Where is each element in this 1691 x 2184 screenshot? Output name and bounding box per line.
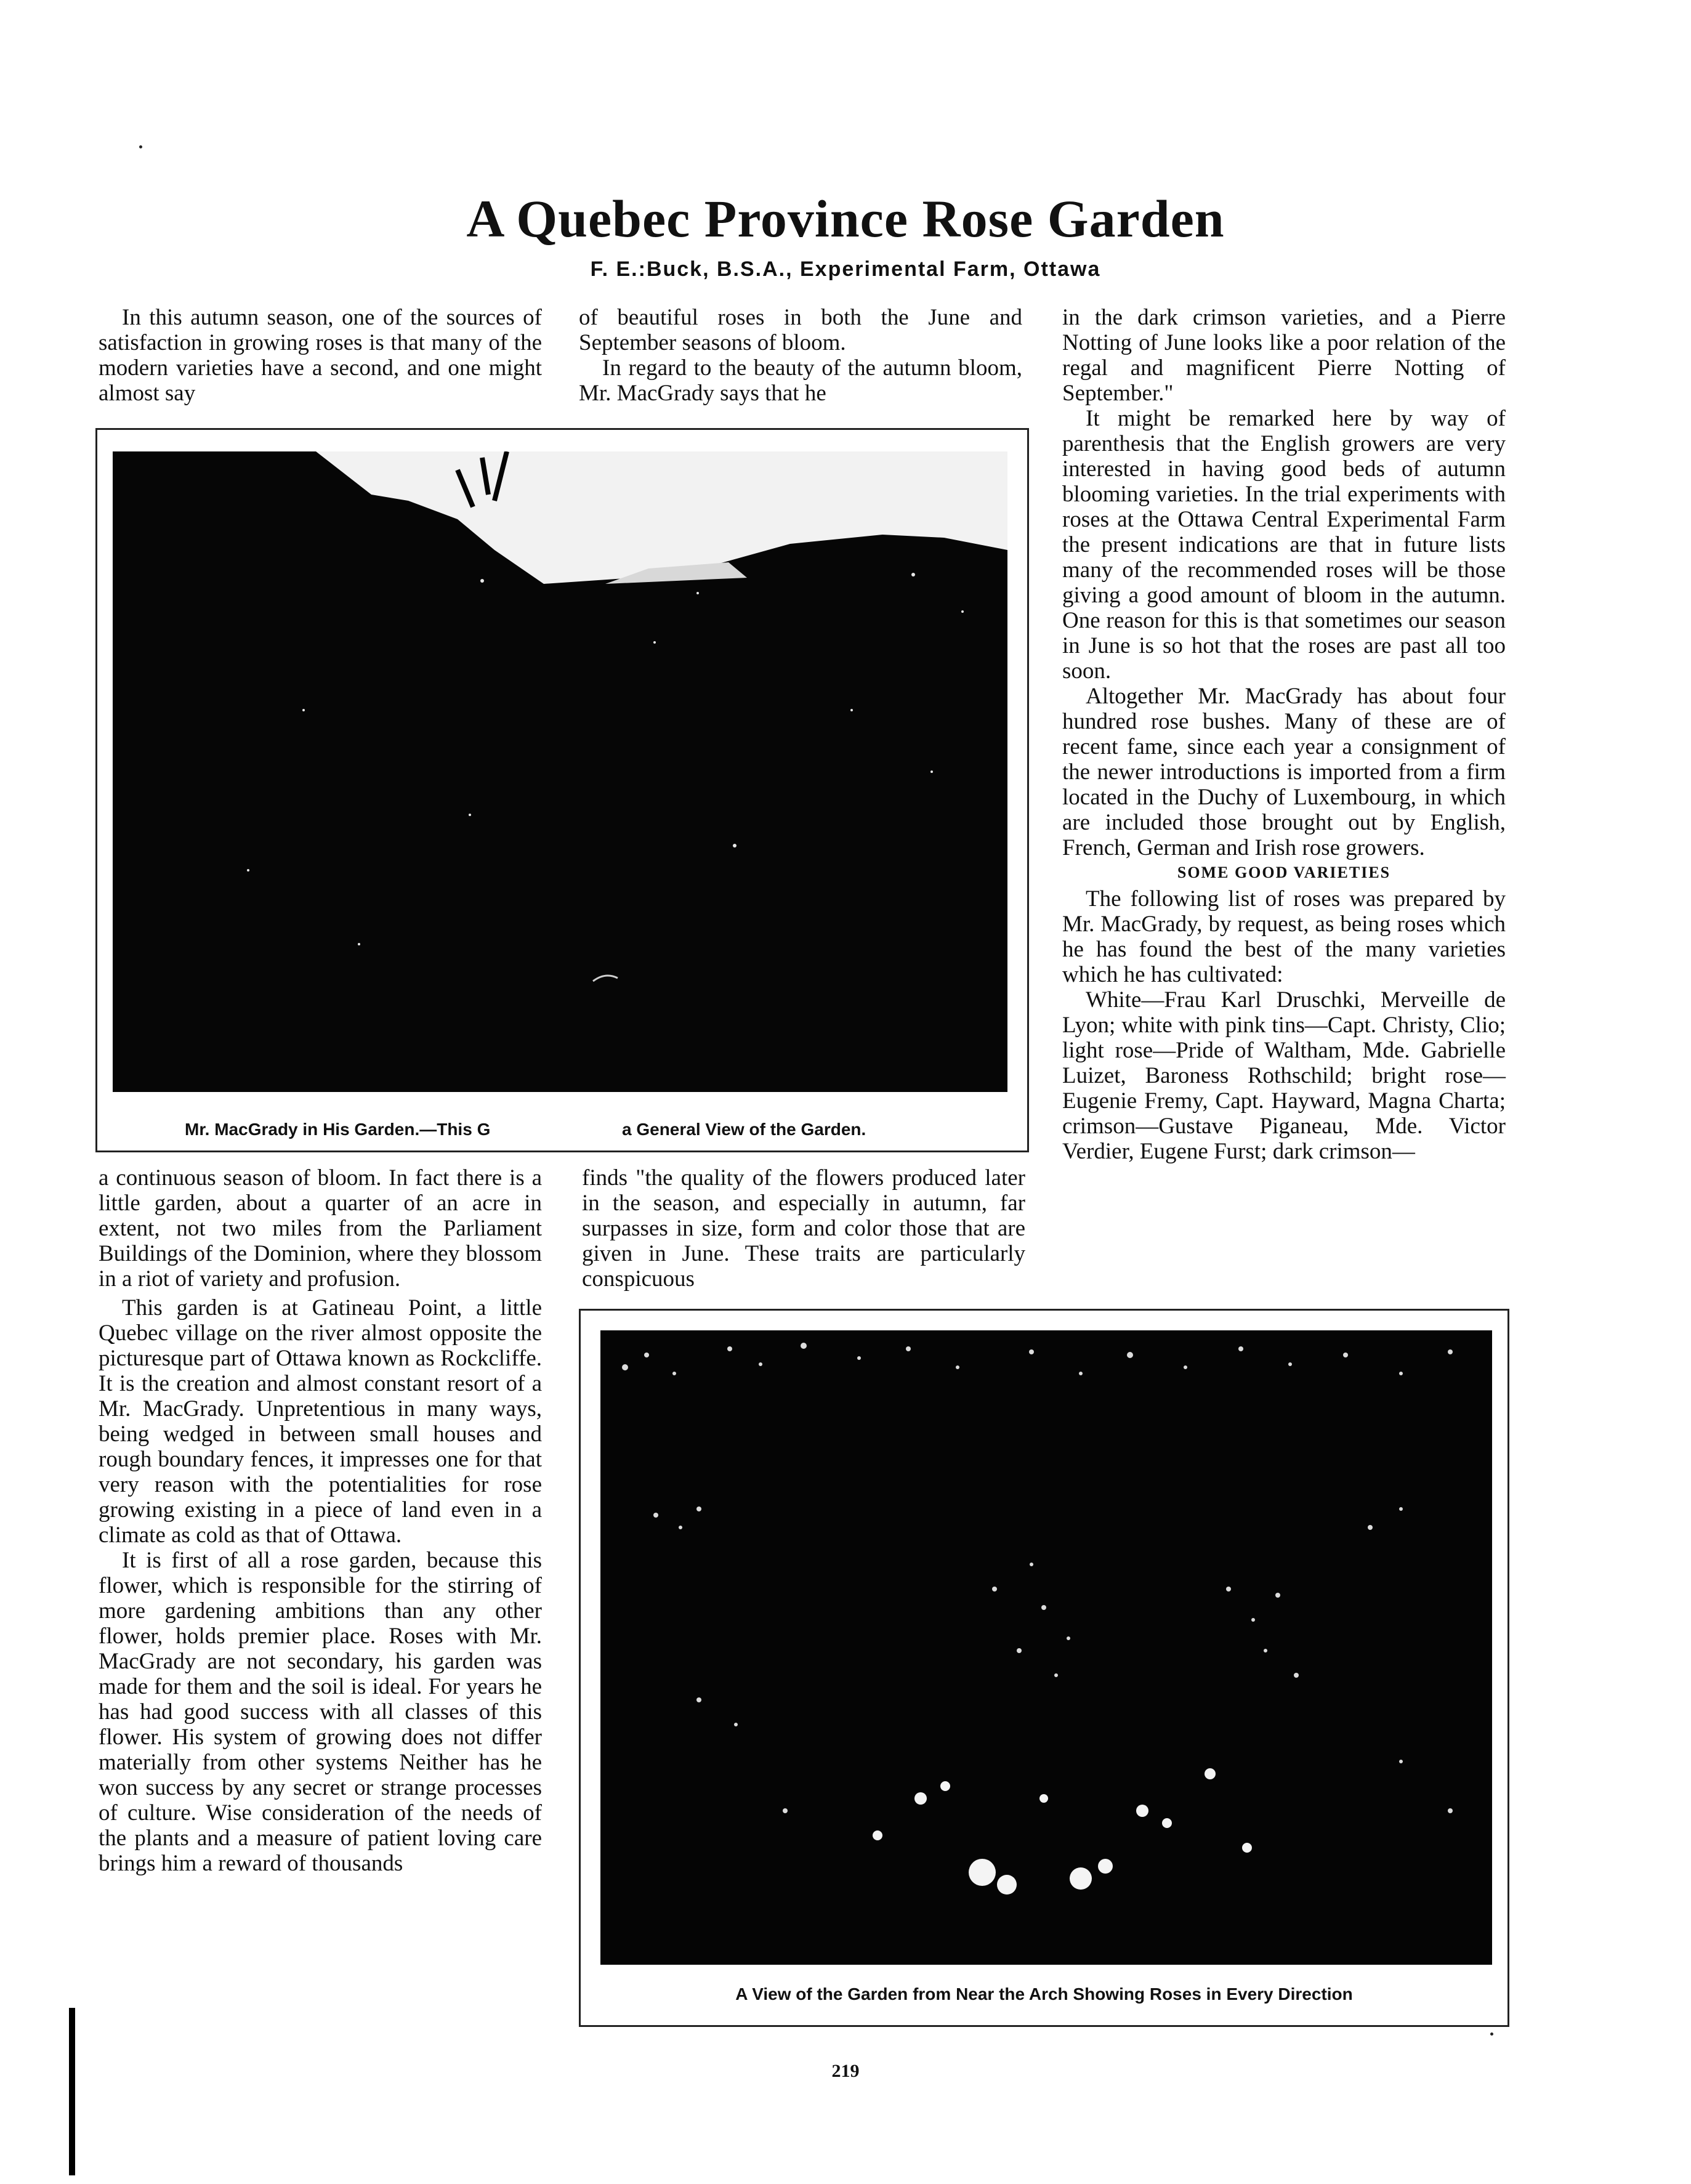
- photo-caption-right: a General View of the Garden.: [622, 1120, 866, 1139]
- page-number: 219: [831, 2061, 860, 2081]
- column-2-top: [579, 305, 1022, 406]
- photo-caption-left: Mr. MacGrady in His Garden.—This G: [185, 1120, 491, 1139]
- paragraph: In this autumn season, one of the sources of satisfaction in growing roses is that many of the modern varieties have a second, and one might almost say: [99, 305, 542, 406]
- column-2-bottom: [582, 1165, 1025, 1292]
- paragraph: The following list of roses was prepared by Mr. MacGrady, by request, as being roses which he has found the best of the many varieties which he has cultivated:: [1062, 886, 1506, 987]
- paragraph: White—Frau Karl Druschki, Merveille de Lyon; white with pink tins—Capt. Christy, Clio; light rose—Pride of Waltham, Mde. Gabrielle Luizet, Baroness Rothschild; bright rose—Eugenie Fremy, Capt. Hayward, Magna Charta; crimson—Gustave Piganeau, Mde. Victor Verdier, Eugene Furst; dark crimson—: [1062, 987, 1506, 1164]
- paragraph: in the dark crimson varieties, and a Pierre Notting of June looks like a poor relation of the regal and magnificent Pierre Notting of September.": [1062, 305, 1506, 406]
- column-1-bottom: [99, 1165, 542, 1876]
- scan-speck: [1490, 2032, 1493, 2036]
- paragraph: Altogether Mr. MacGrady has about four hundred rose bushes. Many of these are of recent fame, since each year a consignment of the newer introductions is imported from a firm located in the Duchy of Luxembourg, in which are included those brought out by English, French, German and Irish rose growers.: [1062, 684, 1506, 860]
- paragraph: It is first of all a rose garden, because this flower, which is responsible for the stirring of more gardening ambitions than any other flower, holds premier place. Roses with Mr. MacGrady are not secondary, his garden was made for them and the soil is ideal. For years he has had good success with all classes of this flower. His system of growing does not differ materially from other systems Neither has he won success by any secret or strange processes of culture. Wise consideration of the needs of the plants and a measure of patient loving care brings him a reward of thousands: [99, 1548, 542, 1876]
- paragraph: It might be remarked here by way of parenthesis that the English growers are very interested in having good beds of autumn blooming varieties. In the trial experiments with roses at the Ottawa Central Experimental Farm the present indications are that in future lists many of the recommended roses will be those giving a good amount of bloom in the autumn. One reason for this is that sometimes our season in June is so hot that the roses are past all too soon.: [1062, 406, 1506, 684]
- rose-garden-photo-illustration: [600, 1330, 1492, 1965]
- article-title: A Quebec Province Rose Garden: [466, 189, 1225, 248]
- column-1-top: [99, 305, 542, 406]
- photo-caption: A View of the Garden from Near the Arch Showing Roses in Every Direction: [735, 1984, 1353, 2004]
- garden-photo-illustration: [113, 451, 1007, 1092]
- paragraph: In regard to the beauty of the autumn bloom, Mr. MacGrady says that he: [579, 355, 1022, 406]
- section-subheading: SOME GOOD VARIETIES: [1177, 863, 1391, 881]
- paragraph: a continuous season of bloom. In fact there is a little garden, about a quarter of an acre in extent, not two miles from the Parliament Buildings of the Dominion, where they blossom in a riot of variety and profusion.: [99, 1165, 542, 1292]
- column-3: [1062, 305, 1506, 1164]
- article-byline: F. E.:Buck, B.S.A., Experimental Farm, Ottawa: [590, 257, 1101, 281]
- paragraph: of beautiful roses in both the June and September seasons of bloom.: [579, 305, 1022, 355]
- garden-general-view-photo: [113, 451, 1007, 1092]
- scan-margin-bar: [69, 2008, 75, 2175]
- scan-speck: [139, 145, 142, 148]
- garden-arch-view-photo: [600, 1330, 1492, 1965]
- paragraph: This garden is at Gatineau Point, a little Quebec village on the river almost opposite the picturesque part of Ottawa known as Rockcliffe. It is the creation and almost constant resort of a Mr. MacGrady. Unpretentious in many ways, being wedged in between small houses and rough boundary fences, it impresses one for that very reason with the potentialities for rose growing existing in a piece of land even in a climate as cold as that of Ottawa.: [99, 1295, 542, 1548]
- paragraph: finds "the quality of the flowers produced later in the season, and especially in autumn, far surpasses in size, form and color those that are given in June. These traits are particularly conspicuous: [582, 1165, 1025, 1292]
